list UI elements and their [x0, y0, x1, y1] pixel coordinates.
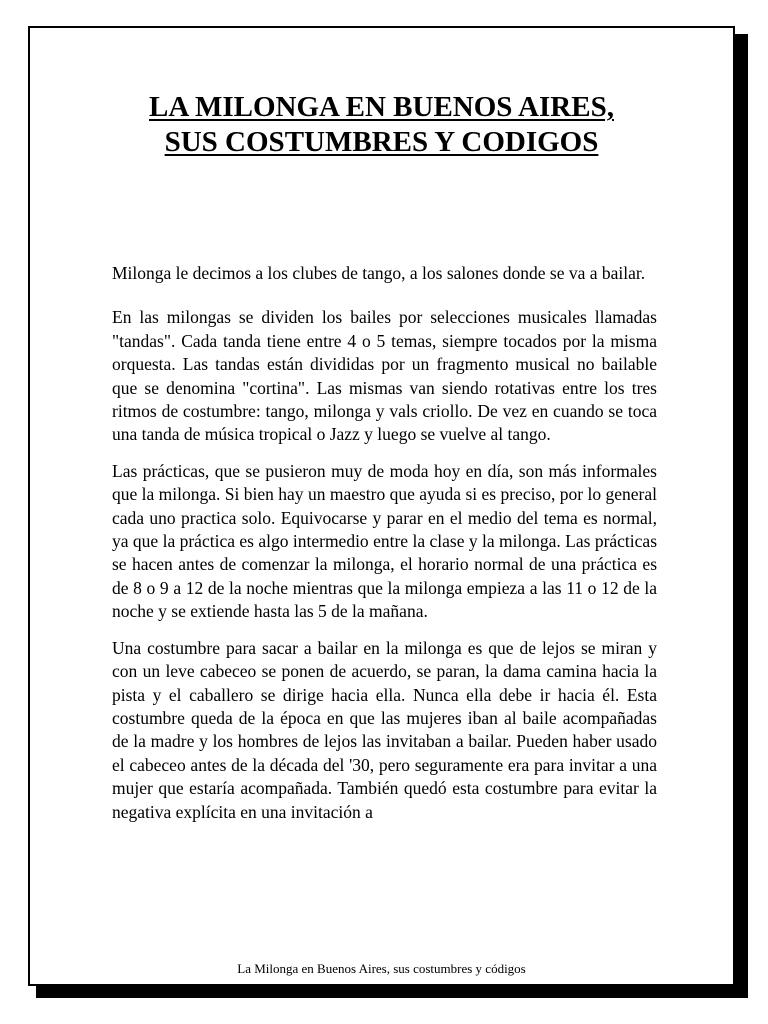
- paragraph-tandas: En las milongas se dividen los bailes por selecciones musicales llamadas "tandas". Cada tanda tiene entre 4 o 5 temas, siempre tocados por la misma orquesta. Las tandas están divididas por un fragmento musical no bailable que se denomina "cortina". Las mismas van siendo rotativas entre los tres ritmos de costumbre: tango, milonga y vals criollo. De vez en cuando se toca una tanda de música tropical o Jazz y luego se vuelve al tango.: [112, 307, 657, 445]
- page-footer: La Milonga en Buenos Aires, sus costumbres y códigos: [237, 961, 526, 976]
- document-page: [28, 26, 735, 986]
- paragraph-practicas: Las prácticas, que se pusieron muy de moda hoy en día, son más informales que la milonga. Si bien hay un maestro que ayuda si es preciso, por lo general cada uno practica solo. Equivocarse y parar en el medio del tema es normal, ya que la práctica es algo intermedio entre la clase y la milonga. Las prácticas se hacen antes de comenzar la milonga, el horario normal de una práctica es de 8 o 9 a 12 de la noche mientras que la milonga empieza a las 11 o 12 de la noche y se extiende hasta las 5 de la mañana.: [112, 460, 657, 622]
- title-line-2: SUS COSTUMBRES Y CODIGOS: [164, 126, 599, 158]
- paragraph-intro: Milonga le decimos a los clubes de tango, a los salones donde se va a bailar.: [112, 263, 646, 283]
- paragraph-cabeceo: Una costumbre para sacar a bailar en la milonga es que de lejos se miran y con un leve cabeceo se ponen de acuerdo, se paran, la dama camina hacia la pista y el caballero se dirige hacia ella. Nunca ella debe ir hacia él. Esta costumbre queda de la época en que las mujeres iban al baile acompañadas de la madre y los hombres de lejos las invitaban a bailar. Pueden haber usado el cabeceo antes de la década del '30, pero seguramente era para invitar a una mujer que estaría acompañada. También quedó esta costumbre para evitar la negativa explícita en una invitación a: [112, 637, 657, 822]
- title-line-1: LA MILONGA EN BUENOS AIRES,: [149, 91, 614, 123]
- document-body: [112, 262, 657, 824]
- document-title: [30, 90, 733, 160]
